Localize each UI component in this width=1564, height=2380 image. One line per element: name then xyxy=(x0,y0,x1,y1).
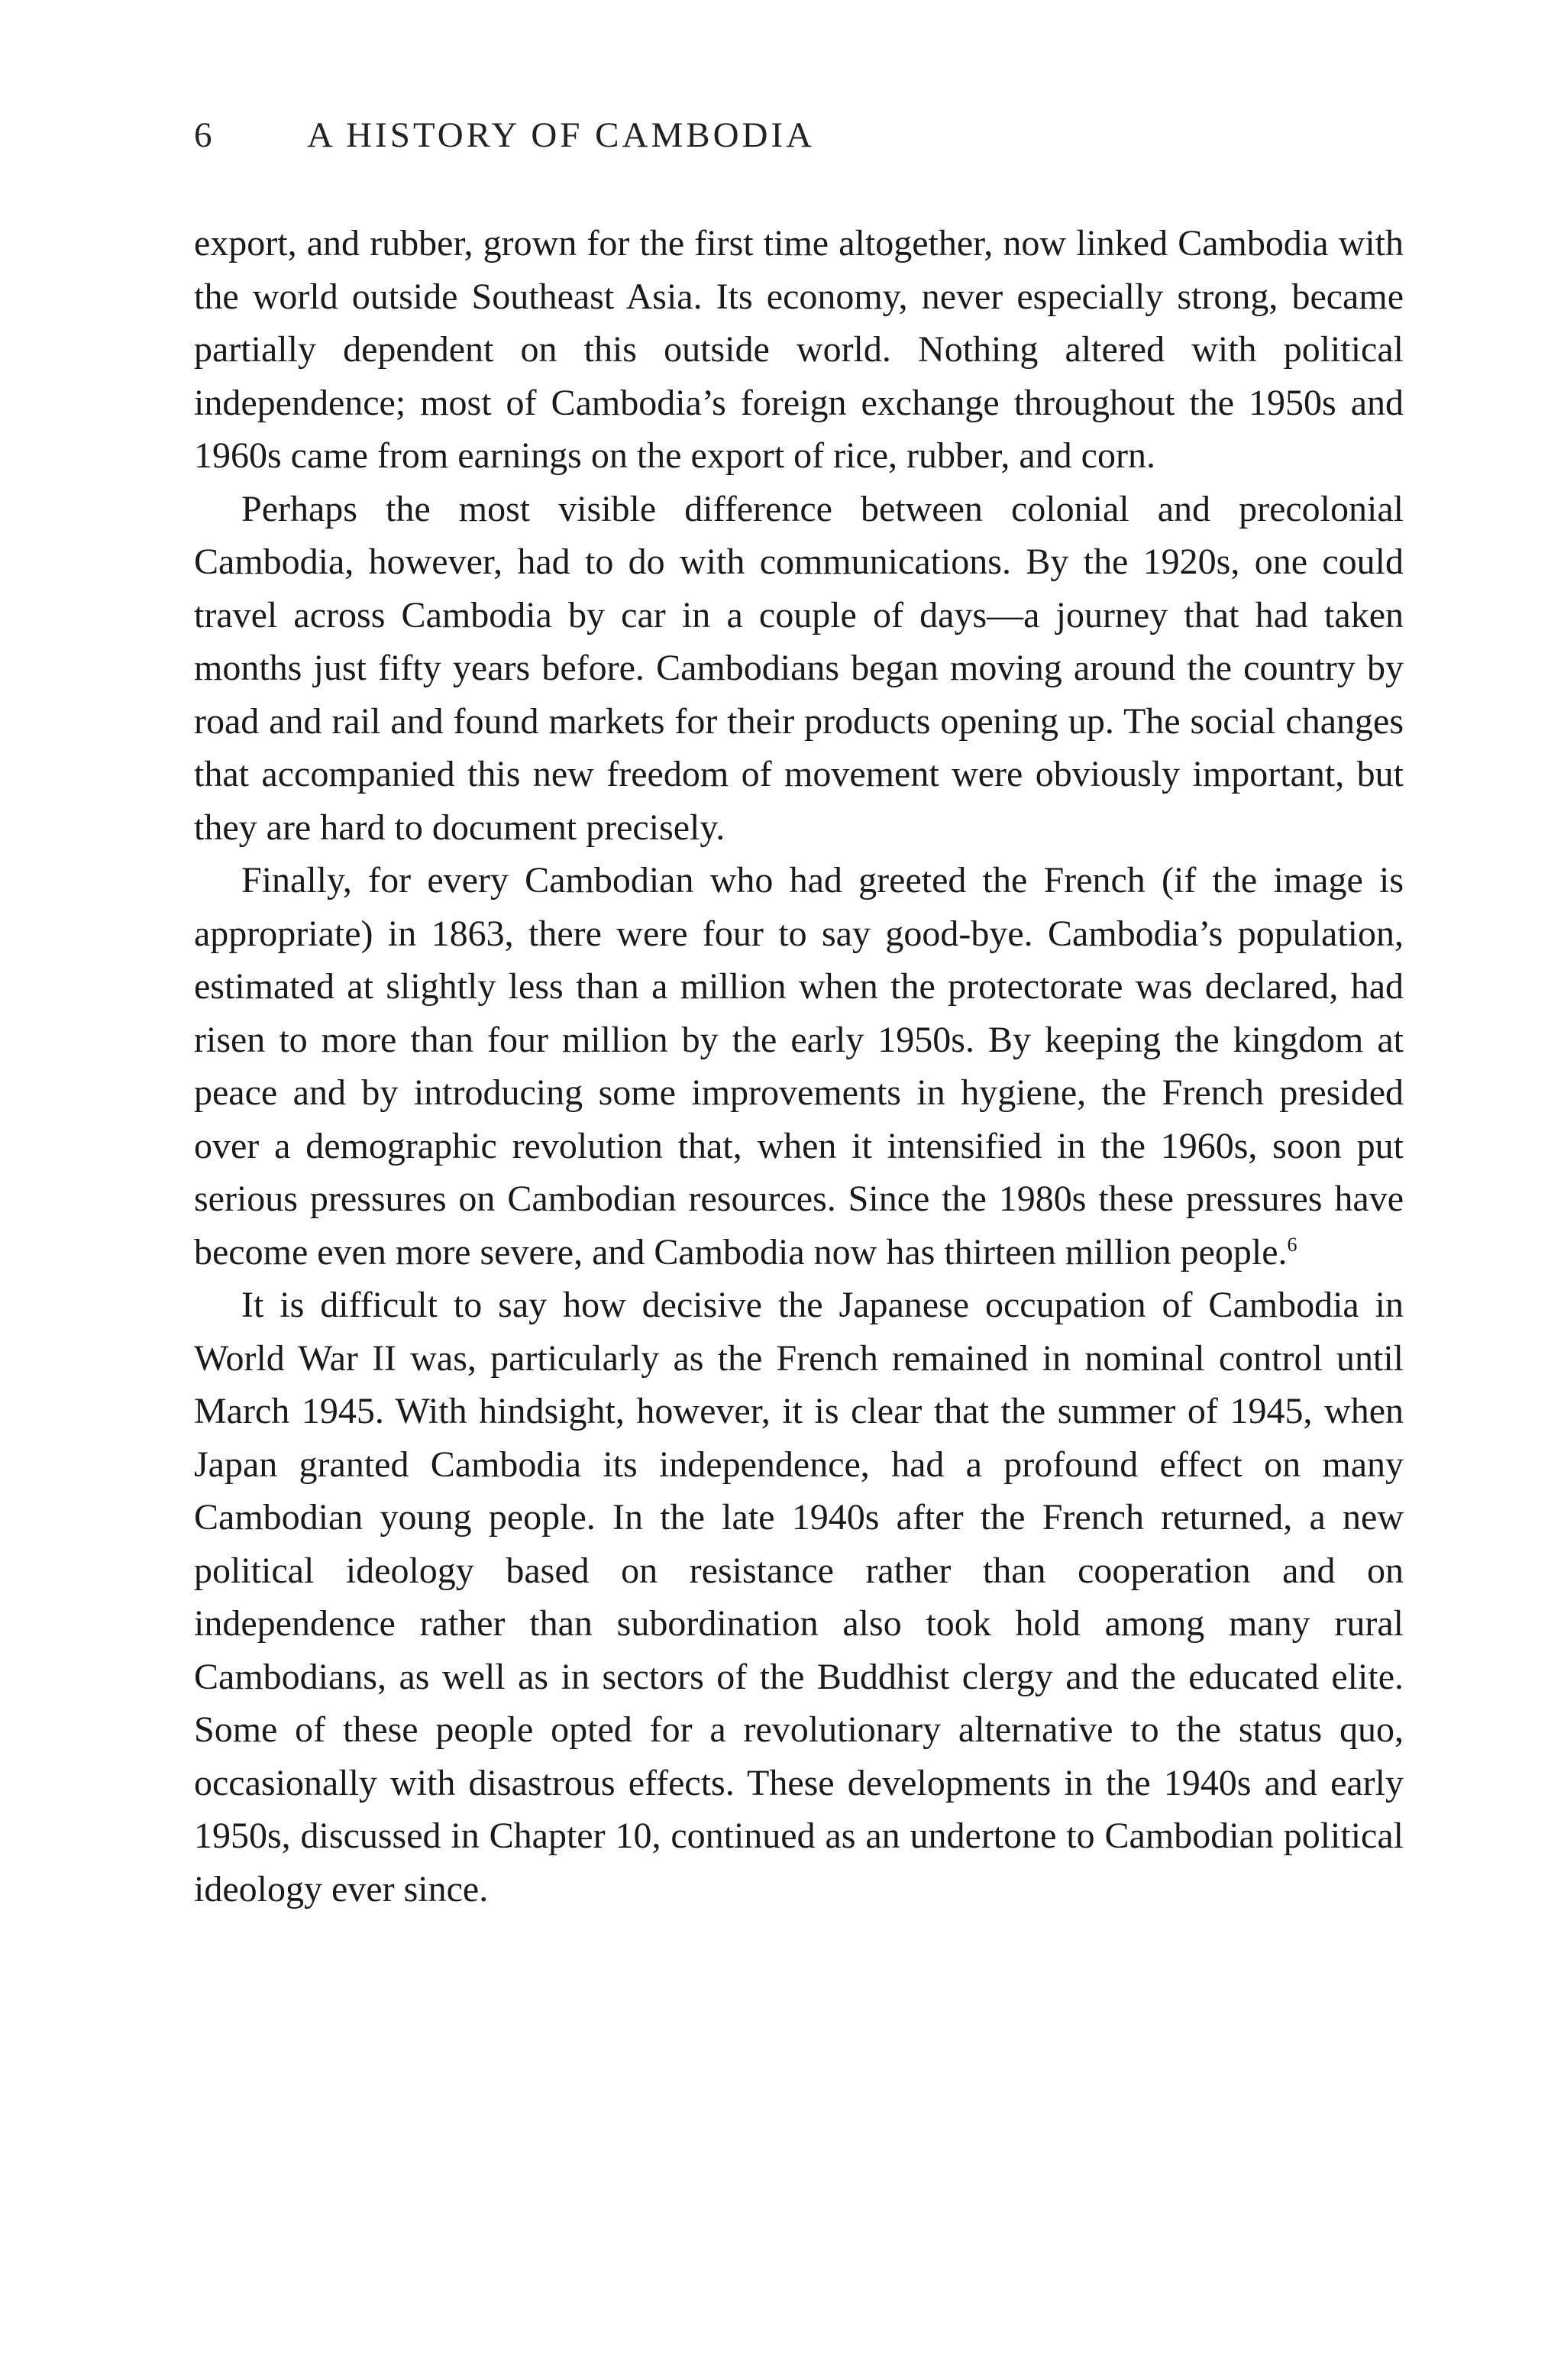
running-title: A HISTORY OF CAMBODIA xyxy=(307,115,816,155)
paragraph-4-text: It is difficult to say how decisive the Japanese occupation of Cambodia in World War II was, particularly as the French remained in nominal control until March 1945. With hindsight, however, it is clear that the summer of 1945, when Japan granted Cambodia its independence, had a profound effect on many Cambodian young people. In the late 1940s after the French returned, a new political ideology based on resistance rather than cooperation and on independence rather than subordination also took hold among many rural Cambodians, as well as in sectors of the Buddhist clergy and the educated elite. Some of these people opted for a revolutionary alternative to the status quo, occasionally with disastrous effects. These developments in the 1940s and early 1950s, discussed in Chapter 10, continued as an undertone to Cambodian political ideology ever since. xyxy=(194,1285,1404,1909)
paragraph-1-text: export, and rubber, grown for the first time altogether, now linked Cambodia with the world outside Southeast Asia. Its economy, never especially strong, became partially dependent on this outside world. Nothing altered with political independence; most of Cambodia’s foreign exchange throughout the 1950s and 1960s came from earnings on the export of rice, rubber, and corn. xyxy=(194,223,1404,476)
footnote-reference[interactable]: 6 xyxy=(1287,1233,1297,1256)
paragraph-4 xyxy=(194,1279,1404,1916)
body-text xyxy=(194,217,1404,1916)
paragraph-1 xyxy=(194,217,1404,483)
book-page xyxy=(194,115,1404,1916)
page-number: 6 xyxy=(194,115,215,155)
paragraph-2 xyxy=(194,483,1404,855)
running-head xyxy=(194,115,1404,183)
paragraph-3 xyxy=(194,854,1404,1279)
paragraph-3-text: Finally, for every Cambodian who had greeted the French (if the image is appropriate) in 1863, there were four to say good-bye. Cambodia’s population, estimated at slightly less than a million when the protectorate was declared, had risen to more than four million by the early 1950s. By keeping the kingdom at peace and by introducing some improvements in hygiene, the French presided over a demographic revolution that, when it intensified in the 1960s, soon put serious pressures on Cambodian resources. Since the 1980s these pressures have become even more severe, and Cambodia now has thirteen million people. xyxy=(194,860,1404,1272)
paragraph-2-text: Perhaps the most visible difference between colonial and precolonial Cambodia, however, had to do with communications. By the 1920s, one could travel across Cambodia by car in a couple of days—a journey that had taken months just fifty years before. Cambodians began moving around the country by road and rail and found markets for their products opening up. The social changes that accompanied this new freedom of movement were obviously important, but they are hard to document precisely. xyxy=(194,488,1404,848)
